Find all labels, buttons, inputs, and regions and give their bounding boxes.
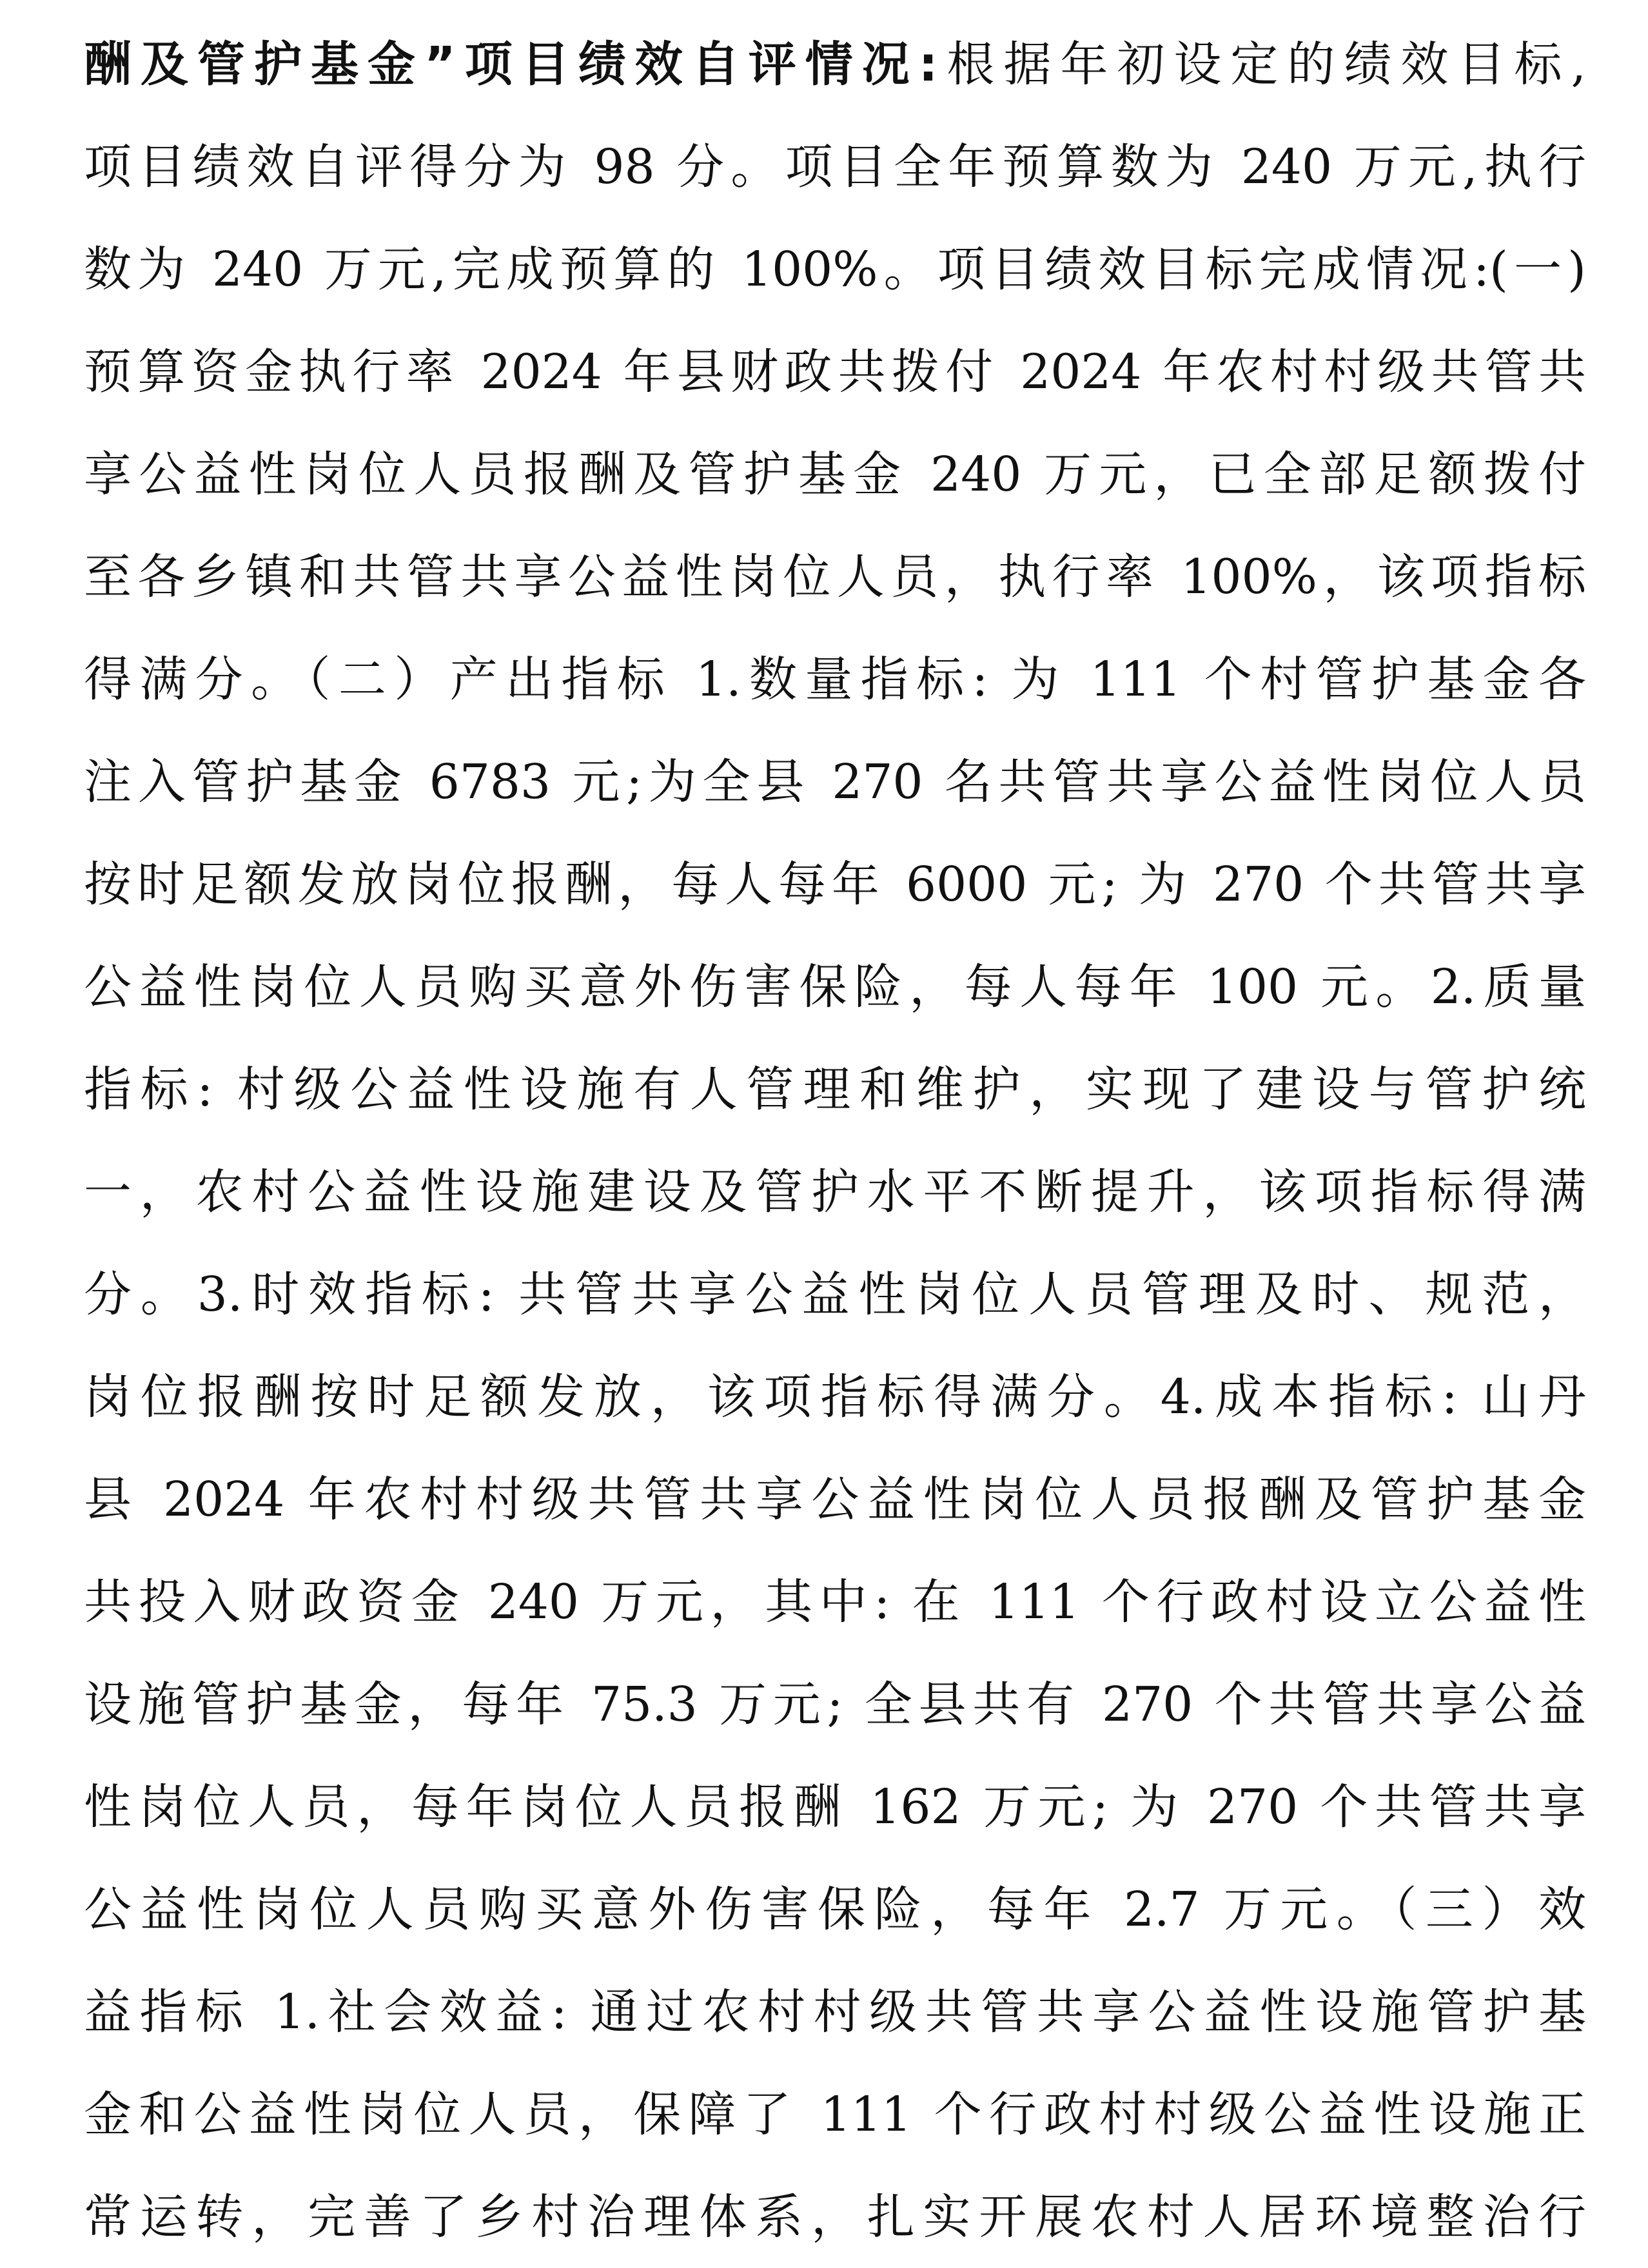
section-heading: 酬及管护基金”项目绩效自评情况:	[84, 37, 938, 92]
text-line-10: 公益性岗位人员购买意外伤害保险，每人每年 100 元。2.质量	[84, 959, 1586, 1015]
text-line-2: 项目绩效自评得分为 98 分。项目全年预算数为 240 万元,执行	[84, 139, 1586, 195]
text-line-6: 至各乡镇和共管共享公益性岗位人员，执行率 100%，该项指标	[84, 549, 1586, 605]
text-line-17: 设施管护基金，每年 75.3 万元; 全县共有 270 个共管共享公益	[84, 1677, 1586, 1732]
text-line-19: 公益性岗位人员购买意外伤害保险，每年 2.7 万元。（三）效	[84, 1882, 1586, 1937]
text-line-20: 益指标 1.社会效益: 通过农村村级共管共享公益性设施管护基	[84, 1984, 1586, 2040]
text-line-1	[84, 16, 1586, 113]
text-line-9: 按时足额发放岗位报酬，每人每年 6000 元; 为 270 个共管共享	[84, 857, 1586, 912]
text-line-21: 金和公益性岗位人员，保障了 111 个行政村村级公益性设施正	[84, 2087, 1586, 2142]
heading-continuation: 根据年初设定的绩效目标,	[937, 37, 1586, 92]
text-line-22: 常运转，完善了乡村治理体系，扎实开展农村人居环境整治行	[84, 2189, 1586, 2245]
text-line-11: 指标: 村级公益性设施有人管理和维护，实现了建设与管护统	[84, 1062, 1586, 1117]
text-line-14: 岗位报酬按时足额发放，该项指标得满分。4.成本指标: 山丹	[84, 1369, 1586, 1425]
text-line-8: 注入管护基金 6783 元;为全县 270 名共管共享公益性岗位人员	[84, 754, 1586, 810]
text-line-16: 共投入财政资金 240 万元，其中: 在 111 个行政村设立公益性	[84, 1574, 1586, 1630]
text-line-5: 享公益性岗位人员报酬及管护基金 240 万元，已全部足额拨付	[84, 447, 1586, 502]
text-line-18: 性岗位人员，每年岗位人员报酬 162 万元; 为 270 个共管共享	[84, 1779, 1586, 1835]
text-line-4: 预算资金执行率 2024 年县财政共拨付 2024 年农村村级共管共	[84, 344, 1586, 400]
text-line-13: 分。3.时效指标: 共管共享公益性岗位人员管理及时、规范，	[84, 1267, 1586, 1322]
text-line-7: 得满分。（二）产出指标 1.数量指标: 为 111 个村管护基金各	[84, 652, 1586, 707]
text-line-15: 县 2024 年农村村级共管共享公益性岗位人员报酬及管护基金	[84, 1472, 1586, 1527]
text-line-3: 数为 240 万元,完成预算的 100%。项目绩效目标完成情况:(一)	[84, 242, 1586, 297]
text-line-12: 一，农村公益性设施建设及管护水平不断提升，该项指标得满	[84, 1164, 1586, 1220]
